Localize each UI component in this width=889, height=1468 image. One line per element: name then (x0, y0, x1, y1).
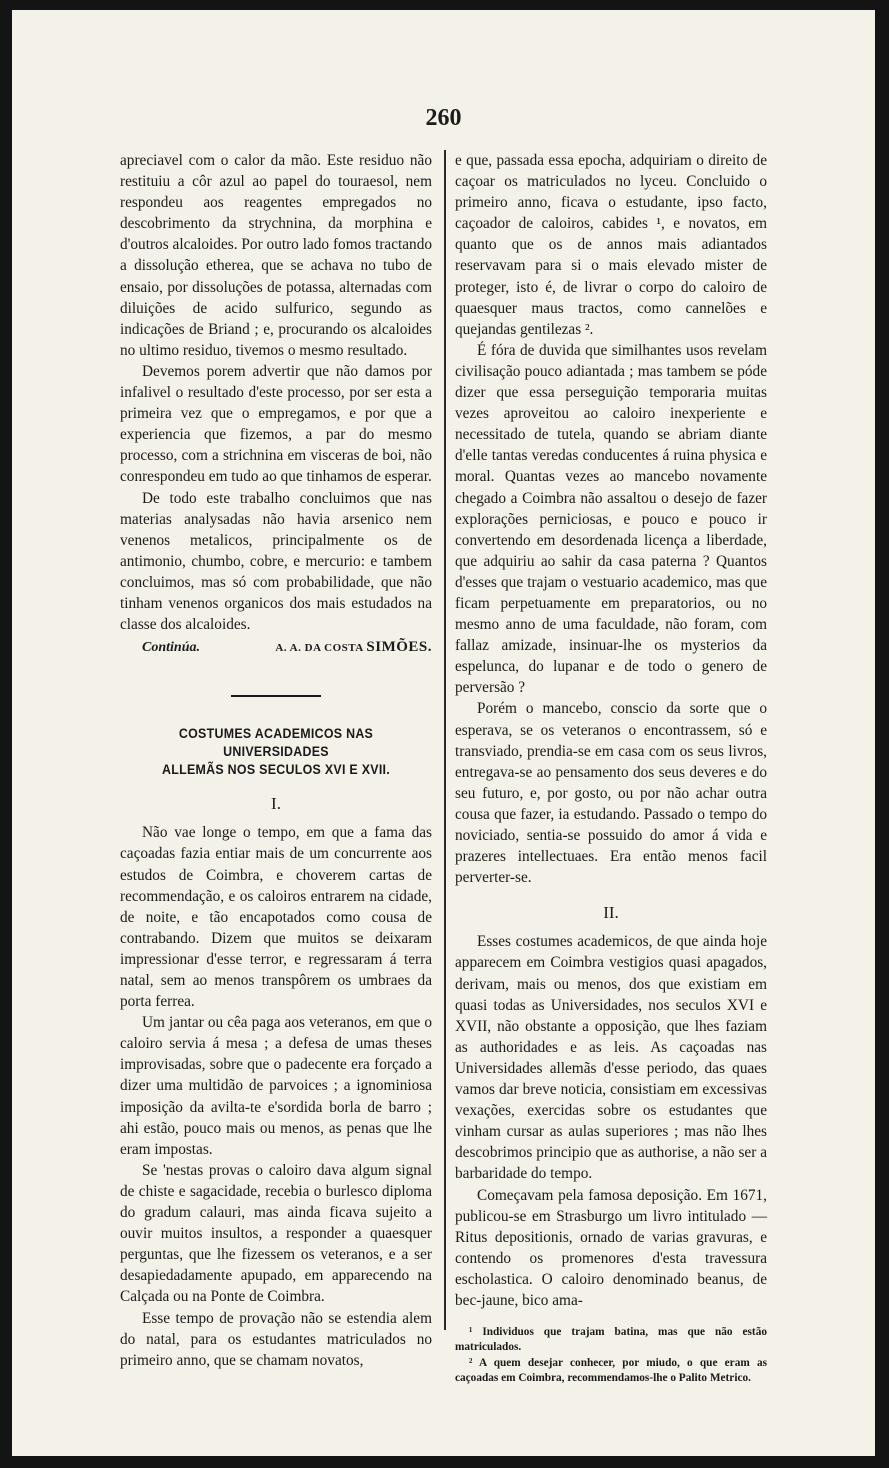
page (12, 10, 875, 1456)
paragraph: De todo este trabalho concluimos que nas materias analysadas não havia arsenico nem venenos metalicos, principalmente os de antimonio, chumbo, cobre, e mercurio: e tambem concluimos, mas só com probabilidade, que não tinham venenos organicos dos mais estudados na classe dos alcaloides. (120, 489, 432, 634)
column-divider (444, 150, 446, 1330)
article-heading-line: COSTUMES ACADEMICOS NAS UNIVERSIDADES (178, 726, 374, 760)
author-surname: SIMÕES. (366, 639, 432, 656)
section-number: I. (271, 794, 281, 814)
paragraph: Esse tempo de provação não se estendia alem do natal, para os estudantes matriculados no primeiro anno, que se chamam novatos, (120, 1309, 432, 1369)
paragraph: Porém o mancebo, conscio da sorte que o esperava, se os veteranos o encontrassem, só e transviado, prendia-se em casa com os seus livros, entregava-se ao pensamento dos seus deveres e do seu futuro, e, por gosto, ou por não achar outra cousa que fazer, ia estudando. Passado o tempo do noviciado, sentia-se possuido do amor á vida e prazeres intellectuaes. Era então menos facil perverter-se. (455, 700, 767, 887)
section-number: II. (603, 903, 619, 923)
paragraph: Esses costumes academicos, de que ainda hoje apparecem em Coimbra vestigios quasi apagados, derivam, mais ou menos, dos que existiam em quasi todas as Universidades, nos seculos XVI e XVII, não obstante a opposição, que lhes faziam as authoridades e as leis. As caçoadas nas Universidades allemãs d'esse periodo, das quaes vamos dar breve noticia, consistiam em excessivas vexações, exercidas sobre os estudantes que vinham cursar as aulas superiores ; mas não lhes descobrimos principio que as authorise, a não ser a barbaridade do tempo. (455, 933, 767, 1183)
paragraph: apreciavel com o calor da mão. Este residuo não restituiu a côr azul ao papel do touraesol, nem respondeu aos reagentes empregados no descobrimento da strychnina, da morphina e d'outros alcaloides. Por outro lado fomos tractando a dissolução etherea, que se achava no tubo de ensaio, por dissoluções de potassa, alternadas com diluições de acido sulfurico, segundo as indicações de Briand ; e, procurando os alcaloides no ultimo residuo, tivemos o mesmo resultado. (120, 152, 432, 359)
paragraph: Um jantar ou cêa paga aos veteranos, em que o caloiro servia á mesa ; a defesa de umas theses improvisadas, sobre que o padecente era forçado a dizer uma multidão de parvoices ; a ignominiosa imposição da avilta-te e'sordida borla de barro ; ahi estão, pouco mais ou menos, as penas que lhe eram impostas. (120, 1014, 432, 1158)
left-column (120, 150, 432, 1371)
author-initials: A. A. DA COSTA (275, 642, 364, 655)
author (275, 637, 432, 659)
paragraph: e que, passada essa epocha, adquiriam o direito de caçoar os matriculados no lyceu. Concluido o primeiro anno, ficava o estudante, ipso facto, caçoador de caloiros, cabides ¹, e novatos, em quanto que os de annos mais adiantados reservavam para si o mais elevado mister de proteger, isto é, de livrar o corpo do caloiro de quaesquer maus tractos, como cannelões e quejandas gentilezas ². (455, 152, 767, 338)
paragraph: Se 'nestas provas o caloiro dava algum signal de chiste e sagacidade, recebia o burlesco diploma do gradum calauri, mas ainda ficava sujeito a ouvir muitos insultos, a responder a quaesquer perguntas, que lhe fizessem os veteranos, e a ser desapiedadamente apupado, em apparecendo na Calçada ou na Ponte de Coimbra. (120, 1161, 432, 1306)
right-column (455, 150, 767, 1387)
signature (120, 637, 432, 659)
article-heading (132, 725, 419, 779)
footnote: ¹ Individuos que trajam batina, mas que não estão matriculados. (455, 1326, 767, 1353)
article-heading-line: ALLEMÃS NOS SECULOS XVI E XVII. (161, 762, 391, 778)
paragraph: Começavam pela famosa deposição. Em 1671, publicou-se em Strasburgo um livro intitulado — Ritus depositionis, ornado de varias gravuras, e contendo os promenores d'esta travessura escholastica. O caloiro denominado beanus, de bec-jaune, bico ama- (455, 1186, 767, 1309)
paragraph: Devemos porem advertir que não damos por infalivel o resultado d'este processo, por ser esta a primeira vez que o empregamos, e por que a experiencia que fizemos, a par do mesmo processo, com a strichnina em visceras de boi, não conrespondeu em tudo ao que tinhamos de esperar. (120, 362, 432, 486)
page-number: 260 (425, 105, 462, 131)
paragraph: Não vae longe o tempo, em que a fama das caçoadas fazia entiar mais de um concurrente aos estudos de Coimbra, e choverem cartas de recommendação, e os caloiros entrarem na cidade, de noite, e tão encapotados como cousa de contrabando. Dizem que muitos se deixaram impressionar d'esse terror, e regressaram á terra natal, sem ao menos transpôrem os umbraes da porta ferrea. (120, 824, 432, 1011)
continua-note: Continúa. (142, 640, 200, 656)
section-divider (231, 695, 321, 697)
footnotes (455, 1325, 767, 1385)
paragraph: É fóra de duvida que similhantes usos revelam civilisação pouco adiantada ; mas tambem se póde dizer que essa perseguição temporaria muitas vezes aproveitou ao caloiro inexperiente e necessitado de tutela, quando se abriam diante d'elle tantas veredas conducentes á ruina physica e moral. Quantas vezes ao mancebo novamente chegado a Coimbra não assaltou o desejo de fazer explorações perniciosas, e pouco e pouco ir convertendo em desordenada licença a liberdade, que adquiriu ao sahir da casa paterna ? Quantos d'esses que trajam o vestuario academico, mas que ficam perpetuamente em preparatorios, ou no mesmo anno de uma faculdade, não foram, com fallaz amizade, insinuar-lhe os mysterios da espelunca, do lupanar e de todo o genero de perversão ? (455, 341, 767, 697)
footnote: ² A quem desejar conhecer, por miudo, o que eram as caçoadas em Coimbra, recommendamos-lhe o Palito Metrico. (455, 1357, 767, 1384)
